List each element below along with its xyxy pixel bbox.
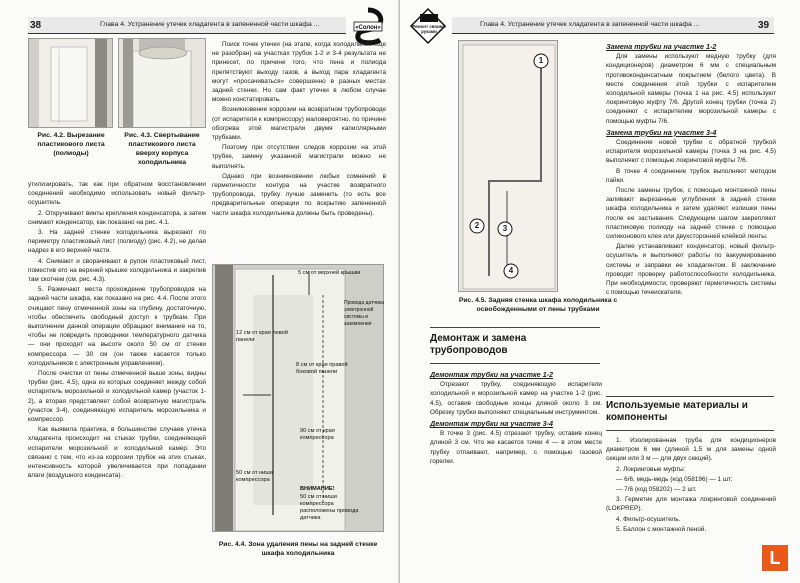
point-4-label: 4 xyxy=(508,266,514,275)
fig42-caption: Рис. 4.2. Вырезание пластикового листа (полиоды) xyxy=(37,132,105,157)
left-column-1 xyxy=(28,180,206,482)
running-header: Глава 4. Устранение утечек хладагента в запененной части шкафа ... xyxy=(100,21,320,28)
list-item: 5. Баллон с монтажной пеной. xyxy=(616,525,707,533)
paragraph: Поиск точек утечки (на этапе, когда холодильник еще не разобран) на участках трубок 1-2 и 3-4 результата не принесет, по причине того, что пена и полиода препятствуют выходу газов, а выход пара хладагента могут «просачиваться» совершенно в разных местах задней стенки. Но сам факт утечки в любом случае можно констатировать. xyxy=(212,41,386,104)
materials-rule-top xyxy=(606,396,774,397)
fig44-warning: ВНИМАНИЕ! xyxy=(300,486,335,492)
point-1-label: 1 xyxy=(538,56,544,65)
series-logo xyxy=(408,6,448,46)
right-page xyxy=(400,0,800,583)
fig44-label-top: 5 см от верхней крышки xyxy=(298,270,361,276)
fig45-caption: Рис. 4.5. Задняя стенка шкафа холодильника с освобожденными от пены трубками xyxy=(458,297,618,313)
paragraph: В точке 4 соединение трубок выполняют методом пайки. xyxy=(606,167,776,184)
subheading-34: Демонтаж трубки на участке 3-4 xyxy=(430,419,554,429)
paragraph: 2. Откручивают винты крепления конденсатора, а затем снимают конденсатор, как показано на рис. 4.1. xyxy=(28,209,206,226)
fig42-photo xyxy=(28,38,113,128)
subheading-12: Демонтаж трубки на участке 1-2 xyxy=(430,370,554,379)
right-column-1 xyxy=(430,368,602,467)
list-item: — 6/6, медь-медь (код 058196) — 1 шт; xyxy=(616,475,733,483)
paragraph: Для замены используют медную трубку (для кондиционеров) диаметром 6 мм с специальным противоконденсатным покрытием (белого цвета). В месте соединения этой трубки с испарителем холодильной камеры (точка 1 на рис. 4.5) используют локринговую муфту 7/6. Другой конец трубки (точка 2) соединяют с испарителем морозильной камеры с помощью муфты 7/6. xyxy=(606,53,776,125)
list-item: — 7/6 (код 058202) — 2 шт. xyxy=(616,486,697,494)
paragraph: После замены трубок, с помощью монтажной пены заливают вырезанные углубления в задней стенке шкафа холодильника и затем удаляют излишки пены после ее застывания. Следующим шагом закрепляют пластиковую полиоду на задней стенке с помощью силиконового клея или двухсторонней клейкой ленты. xyxy=(606,187,776,241)
page-number: 39 xyxy=(758,20,770,31)
fig44-label-left: 12 см от края левой панели xyxy=(236,330,288,343)
fig43-caption: Рис. 4.3. Свертывание пластикового листа вверху корпуса холодильника xyxy=(124,132,200,166)
logo-text: «Солон» xyxy=(355,25,381,31)
paragraph: Далее устанавливают конденсатор, новый фильтр-осушитель и выполняют работы по вакуумированию системы и заправки ее хладагентом. В заключение проводят проверку работоспособности холодильника. При необходимости, проверяют герметичность системы с помощью течеискателя. xyxy=(606,243,776,297)
paragraph: Поэтому при отсутствии следов коррозии на этой трубке, замену указанной магистрали можно не выполнять. xyxy=(212,144,386,170)
fig44-label-wires: Провода датчика электронной системы и заземления xyxy=(344,300,384,327)
point-2-label: 2 xyxy=(474,221,480,230)
series-logo-text: Ремонт своими руками xyxy=(412,24,446,34)
section-rule-bottom xyxy=(430,363,600,364)
subheading-replace-12: Замена трубки на участке 1-2 xyxy=(606,42,717,51)
paragraph: 4. Снимают и сворачивают в рулон пластиковый лист, поместив его на верхней крышке холодильника и закрепив там скотчем (см. рис. 4.3). xyxy=(28,257,206,284)
header-rule xyxy=(28,33,346,34)
fig45-photo xyxy=(458,40,558,292)
watermark-logo: L xyxy=(762,545,788,571)
fig44-label-right: 8 см от края правой боковой панели xyxy=(296,362,348,375)
materials-title: Используемые материалы и компоненты xyxy=(606,400,748,423)
paragraph: Возникновение коррозии на возвратном трубопроводе (от испарителя к компрессору) маловероятно, по причине обогрева этой магистрали двумя капиллярными трубками. xyxy=(212,106,386,142)
section-title: Демонтаж и замена трубопроводов xyxy=(430,333,527,356)
running-header: Глава 4. Устранение утечек хладагента в запененной части шкафа ... xyxy=(480,21,700,28)
paragraph: Как выявила практика, в большинстве случаев утечка хладагента происходит на стыках трубки, соединяющей испарители морозильной и холодильной камер. Это связано с тем, что из-за коррозии трубок на этих стыках, интенсивность которой увеличивается при попадании влаги (воздушного конденсата). xyxy=(28,426,206,480)
list-item: 1. Изолированная труба для кондиционеров диаметром 6 мм (длиной 1,5 м для замены одной секции или 3 м — для двух секций). xyxy=(606,437,776,463)
fig44-label-90: 90 см от края компрессора xyxy=(300,428,335,441)
point-3-label: 3 xyxy=(502,224,508,233)
materials-rule-bottom xyxy=(606,430,774,431)
list-item: 3. Герметик для монтажа локринговой соединений (LOKPREP). xyxy=(606,496,776,513)
paragraph: утилизировать, так как при обратном восстановлении соединений необходимо использовать новый фильтр-осушитель. xyxy=(28,181,206,207)
paragraph: 3. На задней стенке холодильника вырезают по периметру пластиковый лист (полиоду) (рис. 4.2), не делая надрез в его верхней части. xyxy=(28,229,206,255)
fig44-label-50: 50 см от ниши компрессора xyxy=(236,470,273,483)
paragraph: 5. Размечают места прохождение трубопроводов на задней части шкафа, как показано на рис. 4.4. После этого счищают пену отмеченной зоны на глубину, достаточную, чтобы обеспечить свободный доступ к трубкам. При выполнении данной операции обращают внимание на то, чтобы не повредить проводники температурного датчика — они проходят на высоте около 50 см от стенки компрессора — 30 см (он также касается только холодильников с электронным управлением). xyxy=(28,286,206,367)
right-column-2 xyxy=(606,40,776,298)
fig43-photo xyxy=(118,38,206,128)
section-rule-top xyxy=(430,327,600,328)
page-number: 38 xyxy=(30,20,42,31)
paragraph: После очистки от пены отмеченной выше зоны, видны трубки (рис. 4.5), одна из которых соединяет между собой испаритель морозильной и холодильной камер (участок 1-2), а вторая представляет собой возвратную магистраль (участок 3-4), соединяющую испаритель морозильника и компрессор. xyxy=(28,370,206,424)
materials-list xyxy=(606,436,776,535)
paragraph: Однако при возникновении любых сомнений в герметичности контура на участке возвратного трубопровода, трубку лучше заменить (то есть все предварительные операции по вскрытию запененной части шкафа холодильника должны быть проведены). xyxy=(212,172,386,217)
header-rule xyxy=(452,33,774,34)
list-item: 4. Фильтр-осушитель. xyxy=(616,515,681,523)
paragraph: В точке 3 (рис. 4.5) отрезают трубку, оставив конец длиной 3 см. Что же касается точки 4 — в этом месте трубку отпаивают, например, с помощью газовой горелки. xyxy=(430,430,602,465)
fig44-warning-text: 50 см от ниши компрессора расположены провода датчика xyxy=(300,494,359,521)
fig44-caption: Рис. 4.4. Зона удаления пены на задней стенке шкафа холодильника xyxy=(218,541,378,557)
paragraph: Соединение новой трубки с обратной трубкой испарителя морозильной камеры (точка 3 на рис. 4.5) выполняют с помощью локринговой муфты 7/6. xyxy=(606,139,776,165)
list-item: 2. Локринговые муфты: xyxy=(616,465,686,473)
paragraph: Отрезают трубку, соединяющую испарители холодильной и морозильной камер на участке 1-2 (рис. 4.5), оставив свободные концы длиной около 3 см. Обрезку трубки выполняют специальным инструментом. xyxy=(430,381,602,416)
subheading-replace-34: Замена трубки на участке 3-4 xyxy=(606,127,717,137)
left-column-2 xyxy=(212,40,386,219)
